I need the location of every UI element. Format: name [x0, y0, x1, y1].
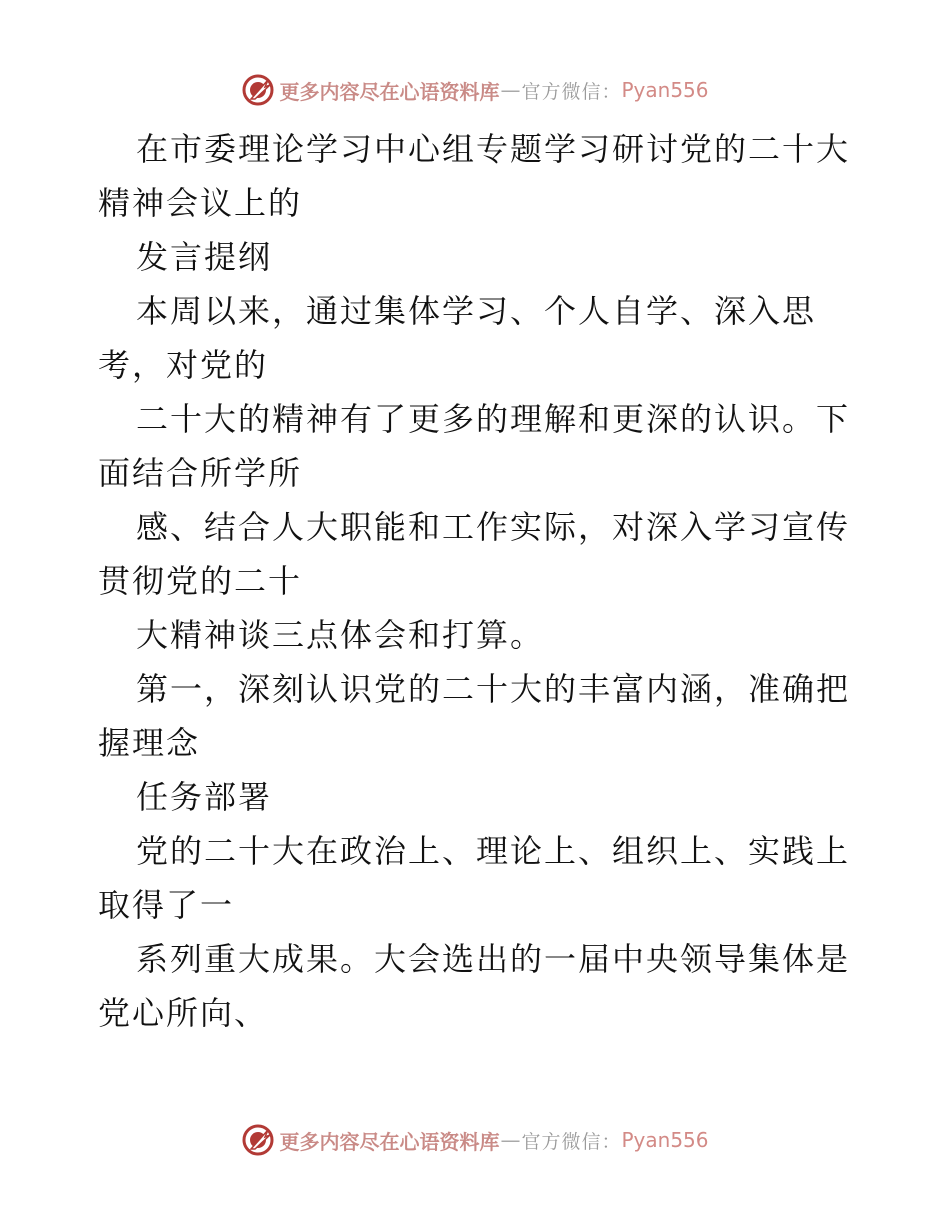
title-line: 在市委理论学习中心组专题学习研讨党的二十大	[136, 130, 851, 168]
quill-logo-icon	[241, 73, 275, 107]
title-line: 发言提纲	[136, 238, 273, 276]
paragraph-line: 系列重大成果。大会选出的一届中央领导集体是	[136, 940, 851, 978]
paragraph-line: 面结合所学所	[98, 454, 303, 492]
watermark-dash: —	[500, 78, 521, 102]
section-heading-line: 任务部署	[136, 778, 273, 816]
paragraph-line: 党的二十大在政治上、理论上、组织上、实践上	[136, 832, 851, 870]
watermark-header	[0, 70, 950, 110]
paragraph-line: 党心所向、	[98, 994, 269, 1032]
paragraph-line: 感、结合人大职能和工作实际，对深入学习宣传	[136, 508, 851, 546]
document-body	[98, 122, 858, 1040]
paragraph-line: 二十大的精神有了更多的理解和更深的认识。下	[136, 400, 851, 438]
paragraph-line: 本周以来，通过集体学习、个人自学、深入思	[136, 292, 817, 330]
paragraph-line: 取得了一	[98, 886, 235, 924]
section-heading-line: 握理念	[98, 724, 201, 762]
paragraph-line: 贯彻党的二十	[98, 562, 303, 600]
paragraph-line: 考，对党的	[98, 346, 269, 384]
watermark-sub-text: 官方微信：	[521, 1130, 622, 1153]
watermark-wechat-id: Pyan556	[621, 78, 709, 102]
watermark-main-text: 更多内容尽在心语资料库	[279, 79, 500, 104]
watermark-main-text: 更多内容尽在心语资料库	[279, 1129, 500, 1154]
title-line: 精神会议上的	[98, 184, 303, 222]
watermark-dash: —	[500, 1128, 521, 1152]
watermark-footer	[0, 1120, 950, 1160]
watermark-sub-text: 官方微信：	[521, 80, 622, 103]
quill-logo-icon	[241, 1123, 275, 1157]
paragraph-line: 大精神谈三点体会和打算。	[136, 616, 545, 654]
watermark-wechat-id: Pyan556	[621, 1128, 709, 1152]
section-heading-line: 第一，深刻认识党的二十大的丰富内涵，准确把	[136, 670, 851, 708]
